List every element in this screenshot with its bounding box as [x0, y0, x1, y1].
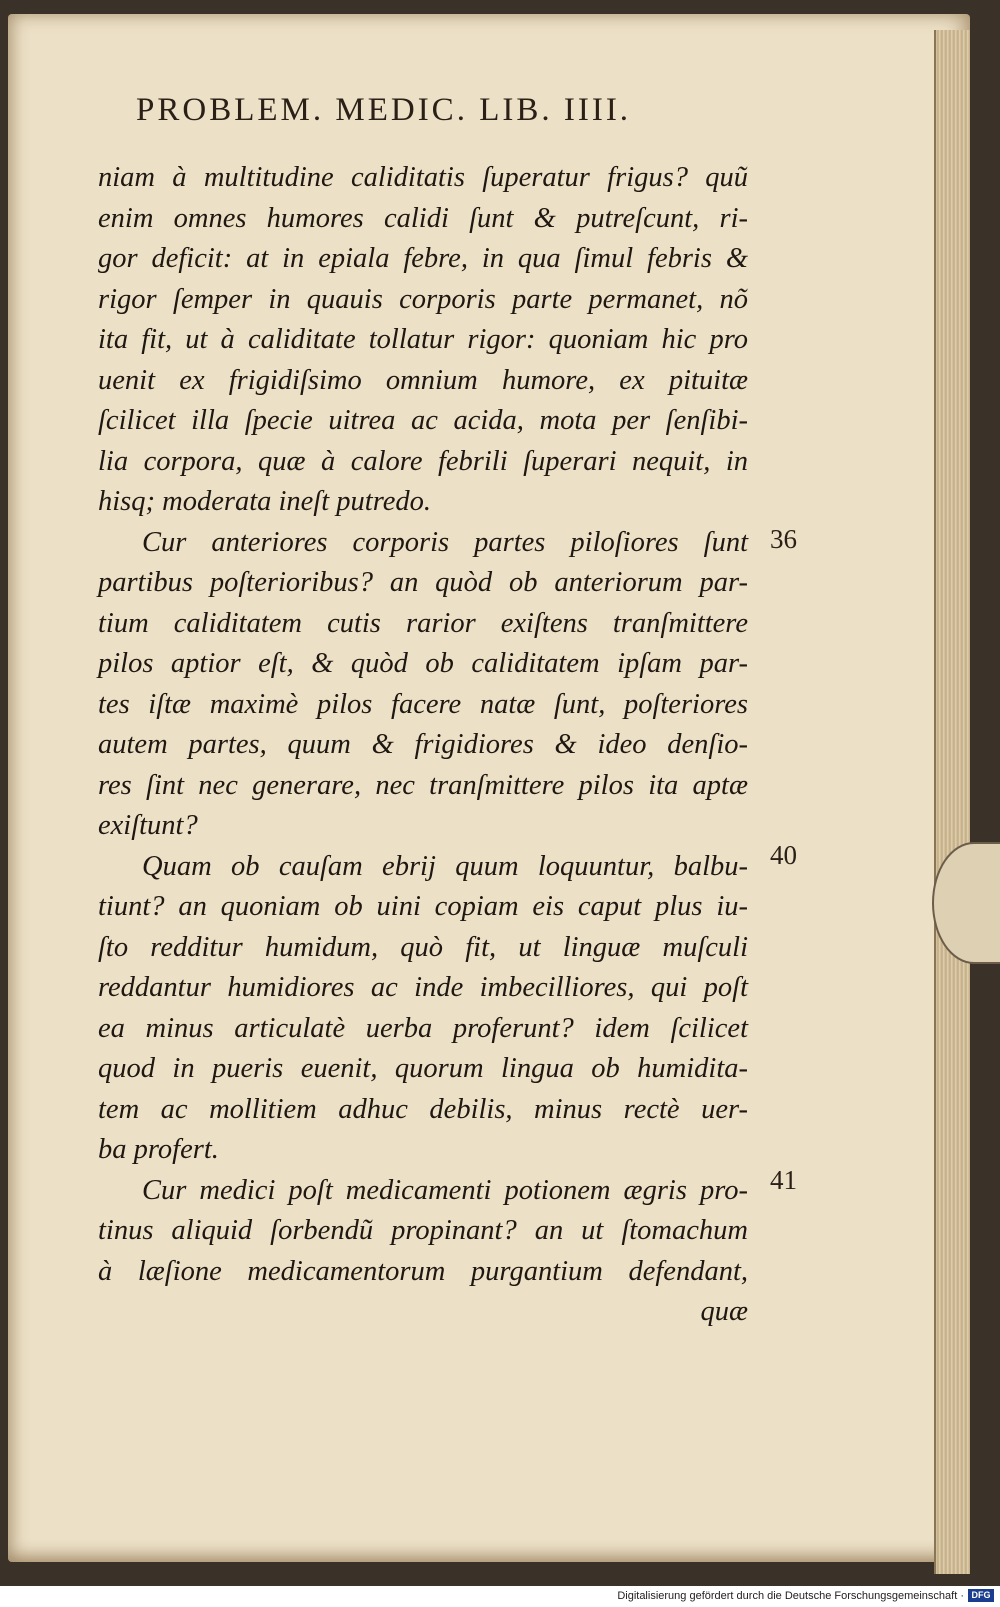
text-line: rigor ſemper in quauis corporis parte permanet, nõ: [98, 283, 748, 315]
text-line: lia corpora, quæ à calore febrili ſuperari nequit, in: [98, 445, 748, 477]
text-line: ſcilicet illa ſpecie uitrea ac acida, mota per ſenſibi-: [98, 405, 748, 436]
running-head: PROBLEM. MEDIC. LIB. IIII.: [136, 92, 632, 128]
text-line: enim omnes humores calidi ſunt & putreſcunt, ri-: [98, 202, 748, 234]
text-line: tium caliditatem cutis rarior exiſtens tranſmittere: [98, 607, 748, 639]
catchword: quæ: [700, 1296, 748, 1327]
footer-credit: Digitalisierung gefördert durch die Deutsche Forschungsgemeinschaft ·: [617, 1590, 964, 1602]
text-line: tem ac mollitiem adhuc debilis, minus rectè uer-: [98, 1093, 748, 1125]
text-line: gor deficit: at in epiala febre, in qua ſimul febris &: [98, 243, 748, 274]
margin-number: 36: [770, 524, 797, 554]
text-block: [98, 158, 748, 1333]
text-line: ea minus articulatè uerba proferunt? idem ſcilicet: [98, 1012, 748, 1044]
text-line: ſto redditur humidum, quò fit, ut linguæ muſculi: [98, 931, 748, 963]
text-line: ita fit, ut à caliditate tollatur rigor: quoniam hic pro: [98, 324, 748, 355]
text-line: niam à multitudine caliditatis ſuperatur frigus? quũ: [98, 162, 748, 193]
text-line: uenit ex frigidiſsimo omnium humore, ex pituitæ: [98, 364, 748, 396]
dfg-logo-icon: DFG: [968, 1589, 994, 1602]
text-line: autem partes, quum & frigidiores & ideo denſio-: [98, 729, 748, 760]
text-line: ba profert.: [98, 1134, 219, 1165]
text-line: quod in pueris euenit, quorum lingua ob humidita-: [98, 1053, 748, 1084]
margin-number: 41: [770, 1165, 797, 1195]
text-line: tiunt? an quoniam ob uini copiam eis caput plus iu-: [98, 891, 748, 922]
text-line: Quam ob cauſam ebrij quum loquuntur, balbu-: [142, 850, 748, 882]
page-edges: [934, 30, 970, 1574]
text-line: Cur medici poſt medicamenti potionem ægris pro-: [142, 1174, 748, 1206]
text-line: res ſint nec generare, nec tranſmittere pilos ita aptæ: [98, 769, 748, 801]
footer-bar: [0, 1586, 1000, 1607]
margin-number: 40: [770, 840, 797, 870]
text-line: tes iſtæ maximè pilos facere natæ ſunt, poſteriores: [98, 688, 748, 720]
text-line: exiſtunt?: [98, 810, 198, 841]
text-line: partibus poſterioribus? an quòd ob anteriorum par-: [98, 567, 748, 598]
text-line: hisq; moderata ineſt putredo.: [98, 486, 431, 517]
text-line: Cur anteriores corporis partes piloſiores ſunt: [142, 526, 748, 558]
text-line: à læſione medicamentorum purgantium defendant,: [98, 1255, 748, 1287]
text-line: tinus aliquid ſorbendũ propinant? an ut ſtomachum: [98, 1215, 748, 1246]
text-line: reddantur humidiores ac inde imbecilliores, qui poſt: [98, 972, 748, 1003]
text-line: pilos aptior eſt, & quòd ob caliditatem ipſam par-: [98, 648, 748, 679]
